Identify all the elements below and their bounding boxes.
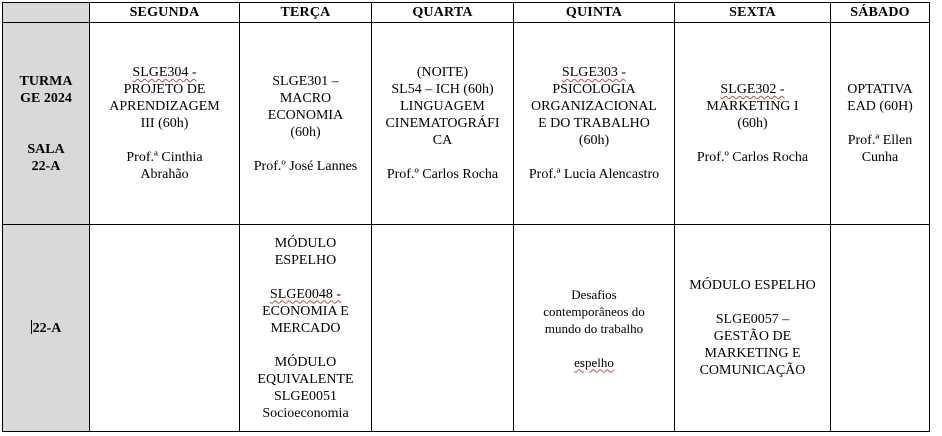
course-name-line: OPTATIVA <box>847 82 913 97</box>
course-code: SLGE304 - <box>132 65 197 80</box>
course-name-line: mundo do trabalho <box>544 320 644 336</box>
class-cell-terca[interactable] <box>240 225 372 432</box>
course-name-line: CA <box>432 133 453 148</box>
professor-name: Prof.ª Cinthia <box>126 150 203 165</box>
course-name-line: MARKETING I <box>706 99 799 114</box>
course-hours: (60h) <box>737 116 768 131</box>
course-name-line: ORGANIZACIONAL <box>531 99 657 114</box>
course-name-line: ECONOMIA E <box>262 303 349 319</box>
shift-label: (NOITE) <box>416 65 469 80</box>
day-header-quarta: QUARTA <box>372 3 514 23</box>
course-code: SLGE302 - <box>720 82 785 97</box>
class-cell-sexta[interactable] <box>675 23 831 225</box>
class-cell-quarta[interactable] <box>372 23 514 225</box>
sala-number: 22-A <box>32 320 62 336</box>
class-cell-sexta[interactable] <box>675 225 831 432</box>
class-cell-quinta[interactable] <box>514 23 675 225</box>
schedule-table <box>2 2 930 432</box>
module-label: ESPELHO <box>274 252 337 268</box>
course-name-line: COMUNICAÇÃO <box>699 363 806 378</box>
sala-number: 22-A <box>31 158 61 174</box>
header-row <box>3 3 930 23</box>
schedule-row-sala <box>3 225 930 432</box>
course-hours: III (60h) <box>140 116 189 131</box>
turma-label: TURMA <box>19 73 73 89</box>
course-name-line: PROJETO DE <box>123 82 206 97</box>
course-name-line: ECONOMIA <box>267 107 344 123</box>
professor-name: Prof.º Carlos Rocha <box>696 150 809 165</box>
turma-code: GE 2024 <box>20 90 72 106</box>
professor-name: Abrahão <box>140 167 189 182</box>
course-name-line: E DO TRABALHO <box>538 116 650 131</box>
course-hours: (60h) <box>578 133 610 148</box>
course-name-line: LINGUAGEM <box>400 99 485 114</box>
sala-label: SALA <box>27 141 65 157</box>
course-name-line: MACRO <box>279 90 332 106</box>
course-name-line: MARKETING E <box>704 346 801 361</box>
course-name-line: CINEMATOGRÁFI <box>385 116 500 131</box>
day-header-sabado: SÁBADO <box>831 3 930 23</box>
class-cell-quarta-empty[interactable] <box>372 225 514 432</box>
schedule-row-turma <box>3 23 930 225</box>
row-header-turma[interactable] <box>3 23 90 225</box>
course-name-line: APRENDIZAGEM <box>109 99 220 114</box>
class-cell-segunda-empty[interactable] <box>90 225 240 432</box>
professor-name: Prof.º Carlos Rocha <box>386 167 499 182</box>
class-cell-sabado-empty[interactable] <box>831 225 930 432</box>
professor-name: Prof.ª Lucia Alencastro <box>528 167 660 182</box>
module-label: espelho <box>574 354 614 370</box>
course-name-line: MERCADO <box>270 320 341 336</box>
course-hours: (60h) <box>290 124 321 140</box>
course-name-line: Desafios <box>571 286 617 302</box>
day-header-segunda: SEGUNDA <box>90 3 240 23</box>
course-code: SL54 – ICH (60h) <box>391 82 494 97</box>
course-name-line: contemporâneos do <box>543 303 645 319</box>
course-code: SLGE0048 - <box>269 286 342 302</box>
day-header-terca: TERÇA <box>240 3 372 23</box>
module-label: EQUIVALENTE <box>257 371 354 387</box>
professor-name: Prof.º José Lannes <box>253 158 358 174</box>
class-cell-terca[interactable] <box>240 23 372 225</box>
professor-name: Cunha <box>861 150 899 165</box>
module-label: MÓDULO <box>274 354 337 370</box>
course-name-line: GESTÃO DE <box>713 329 792 344</box>
course-code: SLGE0057 – <box>715 312 790 327</box>
module-label: MÓDULO ESPELHO <box>689 278 816 293</box>
course-name-line: Socioeconomia <box>262 405 349 421</box>
class-cell-segunda[interactable] <box>90 23 240 225</box>
course-code: SLGE303 - <box>561 65 627 80</box>
course-code: SLGE0051 <box>274 388 337 404</box>
class-cell-sabado[interactable] <box>831 23 930 225</box>
course-code: SLGE301 – <box>272 73 339 89</box>
class-cell-quinta[interactable] <box>514 225 675 432</box>
day-header-quinta: QUINTA <box>514 3 675 23</box>
course-name-line: PSICOLOGIA <box>552 82 636 97</box>
module-label: MÓDULO <box>274 235 337 251</box>
corner-cell <box>3 3 90 23</box>
text-cursor <box>31 320 32 334</box>
course-hours: EAD (60H) <box>847 99 913 114</box>
row-header-sala[interactable] <box>3 225 90 432</box>
day-header-sexta: SEXTA <box>675 3 831 23</box>
professor-name: Prof.ª Ellen <box>847 133 913 148</box>
